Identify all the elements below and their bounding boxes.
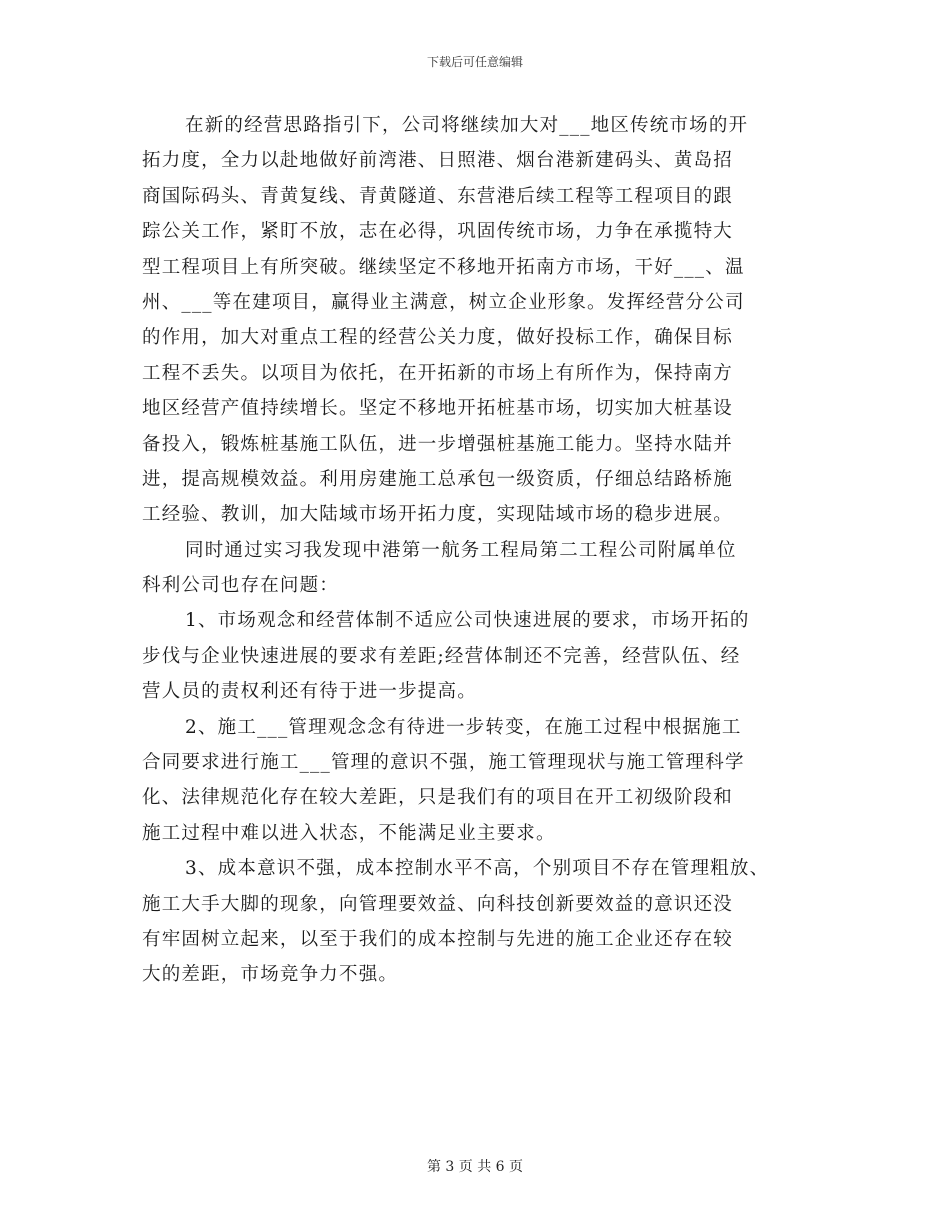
document-body: [142, 108, 810, 993]
paragraph-line: 工经验、教训，加大陆域市场开拓力度，实现陆域市场的稳步进展。: [142, 504, 734, 526]
paragraph-line: 施工大手大脚的现象，向管理要效益、向科技创新要效益的意识还没: [142, 893, 734, 915]
paragraph-line: 合同要求进行施工___管理的意识不强，施工管理现状与施工管理科学: [142, 752, 745, 774]
paragraph-line: 商国际码头、青黄复线、青黄隧道、东营港后续工程等工程项目的跟: [142, 185, 734, 207]
page-header: 下载后可任意编辑: [426, 55, 523, 69]
paragraph-line: 拓力度，全力以赴地做好前湾港、日照港、烟台港新建码头、黄岛招: [142, 150, 734, 172]
paragraph-line: 步伐与企业快速进展的要求有差距;经营体制还不完善，经营队伍、经: [142, 645, 741, 667]
paragraph-line: 进，提高规模效益。利用房建施工总承包一级资质，仔细总结路桥施: [142, 468, 734, 490]
paragraph-line: 备投入，锻炼桩基施工队伍，进一步增强桩基施工能力。坚持水陆并: [142, 433, 734, 455]
page-number: 第 3 页 共 6 页: [426, 1159, 524, 1175]
paragraph-line: 大的差距，市场竞争力不强。: [142, 964, 399, 986]
paragraph-line: 科利公司也存在问题：: [142, 575, 340, 597]
paragraph-line: 州、___等在建项目，赢得业主满意，树立企业形象。发挥经营分公司: [142, 291, 745, 313]
paragraph-line: 2、施工___管理观念念有待进一步转变，在施工过程中根据施工: [185, 716, 742, 738]
paragraph-line: 工程不丢失。以项目为依托，在开拓新的市场上有所作为，保持南方: [142, 362, 734, 384]
paragraph-line: 营人员的责权利还有待于进一步提高。: [142, 681, 477, 703]
paragraph-line: 有牢固树立起来，以至于我们的成本控制与先进的施工企业还存在较: [142, 928, 734, 950]
paragraph-line: 同时通过实习我发现中港第一航务工程局第二工程公司附属单位: [185, 539, 737, 561]
paragraph-line: 施工过程中难以进入状态，不能满足业主要求。: [142, 822, 556, 844]
paragraph-line: 型工程项目上有所突破。继续坚定不移地开拓南方市场，干好___、温: [142, 256, 745, 278]
paragraph-line: 3、成本意识不强，成本控制水平不高，个别项目不存在管理粗放、: [185, 858, 770, 880]
paragraph-line: 化、法律规范化存在较大差距，只是我们有的项目在开工初级阶段和: [142, 787, 734, 809]
paragraph-line: 1、市场观念和经营体制不适应公司快速进展的要求，市场开拓的: [185, 610, 750, 632]
paragraph-line: 地区经营产值持续增长。坚定不移地开拓桩基市场，切实加大桩基设: [142, 398, 734, 420]
paragraph-line: 踪公关工作，紧盯不放，志在必得，巩固传统市场，力争在承揽特大: [142, 221, 734, 243]
paragraph-line: 的作用，加大对重点工程的经营公关力度，做好投标工作，确保目标: [142, 327, 734, 349]
paragraph-line: 在新的经营思路指引下，公司将继续加大对___地区传统市场的开: [185, 115, 749, 136]
